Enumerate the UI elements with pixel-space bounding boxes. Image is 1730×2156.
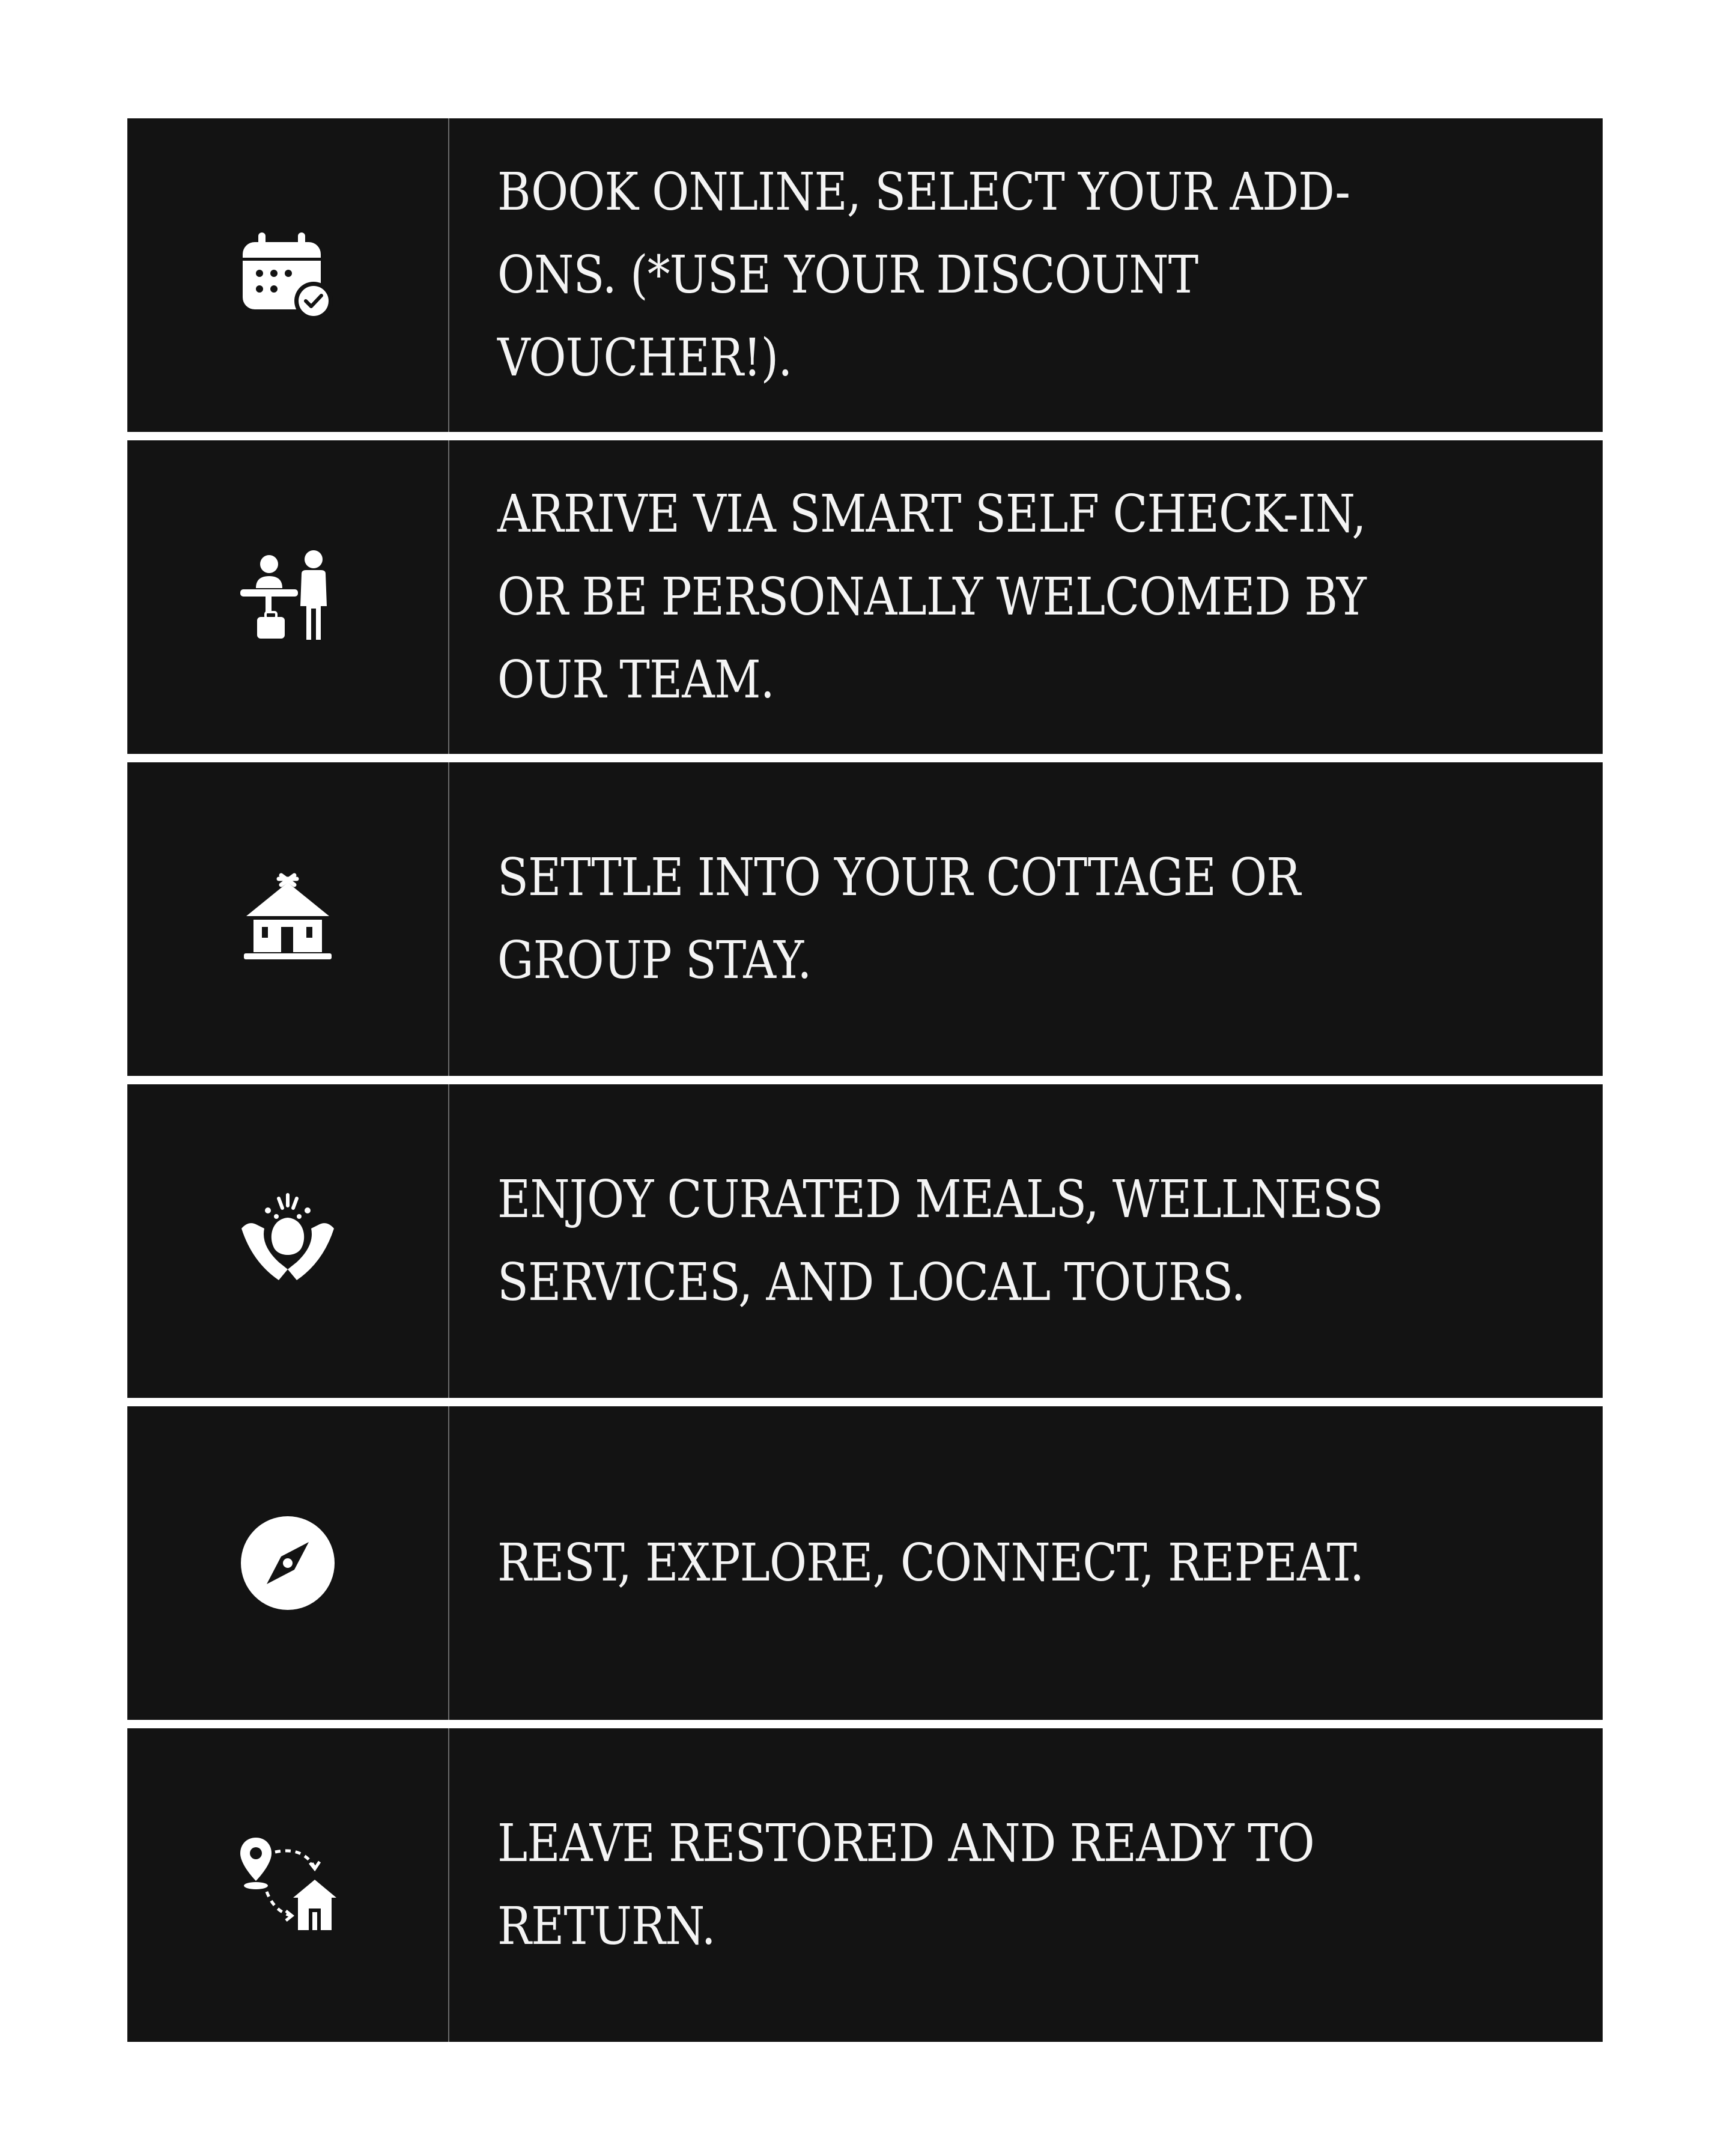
step-text-cell-5	[449, 1406, 1603, 1720]
step-icon-cell-1	[127, 118, 449, 432]
steps-table	[127, 118, 1603, 2042]
step-row-1	[127, 118, 1603, 432]
step-icon-cell-4	[127, 1084, 449, 1398]
step-icon-cell-6	[127, 1728, 449, 2042]
compass-icon	[237, 1512, 339, 1614]
step-icon-cell-5	[127, 1406, 449, 1720]
calendar-check-icon	[237, 224, 339, 326]
step-text-cell-2	[449, 440, 1603, 754]
step-row-4	[127, 1084, 1603, 1398]
step-icon-cell-3	[127, 762, 449, 1076]
step-row-3	[127, 762, 1603, 1076]
step-text-cell-3	[449, 762, 1603, 1076]
step-text-2: ARRIVE VIA SMART SELF CHECK-IN, OR BE PERSONALLY WELCOMED BY OUR TEAM.	[497, 484, 1366, 710]
step-text-1: BOOK ONLINE, SELECT YOUR ADD-ONS. (*USE YOUR DISCOUNT VOUCHER!).	[497, 162, 1350, 388]
step-text-4: ENJOY CURATED MEALS, WELLNESS SERVICES, AND LOCAL TOURS.	[497, 1170, 1383, 1313]
route-home-icon	[237, 1834, 339, 1936]
wellness-hands-icon	[237, 1190, 339, 1292]
step-text-cell-4	[449, 1084, 1603, 1398]
step-text-6: LEAVE RESTORED AND READY TO RETURN.	[497, 1814, 1314, 1957]
step-text-5: REST, EXPLORE, CONNECT, REPEAT.	[497, 1533, 1364, 1593]
step-icon-cell-2	[127, 440, 449, 754]
step-text-cell-6	[449, 1728, 1603, 2042]
step-text-3: SETTLE INTO YOUR COTTAGE OR GROUP STAY.	[497, 848, 1301, 991]
step-row-2	[127, 440, 1603, 754]
step-text-cell-1	[449, 118, 1603, 432]
step-row-6	[127, 1728, 1603, 2042]
step-row-5	[127, 1406, 1603, 1720]
cottage-icon	[237, 868, 339, 970]
reception-check-in-icon	[237, 546, 339, 648]
